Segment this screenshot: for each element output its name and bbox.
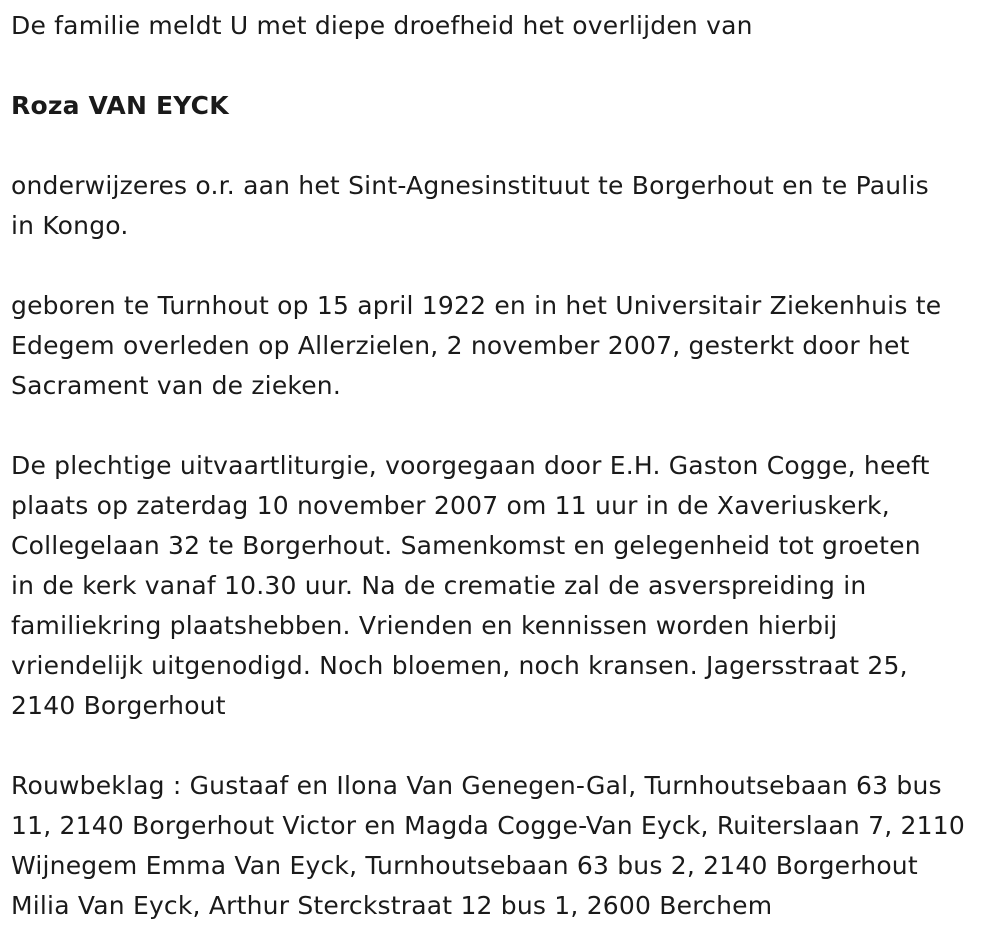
funeral-line: De plechtige uitvaartliturgie, voorgegaan door E.H. Gaston Cogge, heeft	[11, 451, 930, 480]
intro-line: De familie meldt U met diepe droefheid het overlijden van	[11, 11, 753, 40]
condolences-line: Rouwbeklag : Gustaaf en Ilona Van Genegen-Gal, Turnhoutsebaan 63 bus	[11, 771, 942, 800]
occupation-line: onderwijzeres o.r. aan het Sint-Agnesinstituut te Borgerhout en te Paulis	[11, 171, 929, 200]
funeral-line: plaats op zaterdag 10 november 2007 om 11 uur in de Xaveriuskerk,	[11, 491, 890, 520]
condolences-line: 11, 2140 Borgerhout Victor en Magda Cogge-Van Eyck, Ruiterslaan 7, 2110	[11, 811, 965, 840]
birth-death-paragraph	[11, 286, 1000, 406]
spacer	[11, 726, 1000, 766]
funeral-paragraph	[11, 446, 1000, 726]
deceased-name-paragraph	[11, 86, 1000, 126]
birth-death-line: geboren te Turnhout op 15 april 1922 en in het Universitair Ziekenhuis te	[11, 291, 942, 320]
funeral-line: 2140 Borgerhout	[11, 691, 226, 720]
birth-death-line: Sacrament van de zieken.	[11, 371, 341, 400]
intro-text	[11, 6, 1000, 46]
occupation-paragraph	[11, 166, 1000, 246]
spacer	[11, 406, 1000, 446]
funeral-line: Collegelaan 32 te Borgerhout. Samenkomst en gelegenheid tot groeten	[11, 531, 921, 560]
condolences-line: Wijnegem Emma Van Eyck, Turnhoutsebaan 63 bus 2, 2140 Borgerhout	[11, 851, 918, 880]
spacer	[11, 46, 1000, 86]
funeral-line: in de kerk vanaf 10.30 uur. Na de crematie zal de asverspreiding in	[11, 571, 867, 600]
birth-death-line: Edegem overleden op Allerzielen, 2 november 2007, gesterkt door het	[11, 331, 910, 360]
condolences-paragraph	[11, 766, 1000, 926]
occupation-line: in Kongo.	[11, 211, 129, 240]
deceased-name: Roza VAN EYCK	[11, 91, 229, 120]
spacer	[11, 246, 1000, 286]
condolences-line: Milia Van Eyck, Arthur Sterckstraat 12 bus 1, 2600 Berchem	[11, 891, 773, 920]
funeral-line: familiekring plaatshebben. Vrienden en kennissen worden hierbij	[11, 611, 838, 640]
spacer	[11, 126, 1000, 166]
funeral-line: vriendelijk uitgenodigd. Noch bloemen, noch kransen. Jagersstraat 25,	[11, 651, 908, 680]
